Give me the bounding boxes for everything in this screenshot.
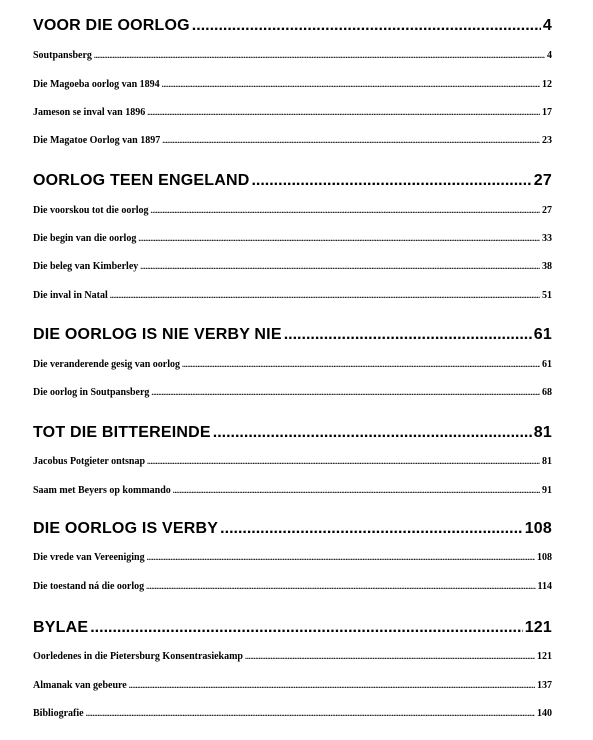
dot-leader	[192, 17, 541, 35]
toc-entry[interactable]	[33, 552, 552, 563]
toc-entry[interactable]	[33, 233, 552, 244]
toc-heading-title: DIE OORLOG IS VERBY	[33, 520, 219, 537]
dot-leader	[220, 520, 523, 538]
dot-leader	[173, 486, 540, 495]
toc-entry[interactable]	[33, 261, 552, 272]
toc-entry-page: 81	[542, 456, 552, 467]
toc-entry[interactable]	[33, 290, 552, 301]
dot-leader	[147, 108, 540, 117]
toc-entry[interactable]	[33, 651, 552, 662]
toc-entry-title: Bibliografie	[33, 708, 84, 719]
toc-entry-page: 27	[542, 205, 552, 216]
toc-entry[interactable]	[33, 135, 552, 146]
toc-entry[interactable]	[33, 50, 552, 61]
toc-entry-page: 12	[542, 79, 552, 90]
toc-heading-page: 81	[533, 424, 552, 441]
toc-entry-page: 91	[542, 485, 552, 496]
toc-heading[interactable]	[33, 424, 552, 442]
toc-heading-title: VOOR DIE OORLOG	[33, 17, 190, 34]
toc-entry[interactable]	[33, 107, 552, 118]
dot-leader	[162, 80, 540, 89]
dot-leader	[129, 681, 535, 690]
toc-entry-page: 17	[542, 107, 552, 118]
toc-heading-title: TOT DIE BITTEREINDE	[33, 424, 211, 441]
toc-entry-title: Die vrede van Vereeniging	[33, 552, 145, 563]
toc-entry-page: 68	[542, 387, 552, 398]
toc-entry-title: Die Magatoe Oorlog van 1897	[33, 135, 161, 146]
toc-entry[interactable]	[33, 79, 552, 90]
dot-leader	[162, 136, 540, 145]
dot-leader	[138, 234, 540, 243]
dot-leader	[151, 388, 540, 397]
toc-entry-title: Die veranderende gesig van oorlog	[33, 359, 181, 370]
toc-entry-page: 61	[542, 359, 552, 370]
toc-entry[interactable]	[33, 708, 552, 719]
toc-entry-title: Die Magoeba oorlog van 1894	[33, 79, 160, 90]
dot-leader	[90, 619, 522, 637]
toc-entry-title: Oorledenes in die Pietersburg Konsentrasiekamp	[33, 651, 243, 662]
toc-entry-title: Almanak van gebeure	[33, 680, 127, 691]
dot-leader	[147, 457, 540, 466]
toc-heading-page: 108	[524, 520, 552, 537]
toc-entry-page: 108	[537, 552, 552, 563]
toc-heading-title: DIE OORLOG IS NIE VERBY NIE	[33, 326, 282, 343]
toc-entry[interactable]	[33, 456, 552, 467]
toc-entry-page: 140	[537, 708, 552, 719]
toc-entry-title: Saam met Beyers op kommando	[33, 485, 171, 496]
toc-heading-page: 27	[533, 172, 552, 189]
dot-leader	[213, 424, 532, 442]
dot-leader	[251, 172, 531, 190]
toc-entry-title: Die beleg van Kimberley	[33, 261, 139, 272]
toc-heading-title: OORLOG TEEN ENGELAND	[33, 172, 250, 189]
dot-leader	[284, 326, 532, 344]
dot-leader	[86, 709, 535, 718]
toc-entry-title: Die inval in Natal	[33, 290, 108, 301]
toc-entry-title: Soutpansberg	[33, 50, 92, 61]
toc-entry[interactable]	[33, 205, 552, 216]
toc-entry-title: Die toestand ná die oorlog	[33, 581, 145, 592]
toc-entry[interactable]	[33, 359, 552, 370]
dot-leader	[147, 553, 535, 562]
toc-entry-title: Die voorskou tot die oorlog	[33, 205, 149, 216]
toc-heading-title: BYLAE	[33, 619, 89, 636]
dot-leader	[110, 291, 540, 300]
toc-heading[interactable]	[33, 520, 552, 538]
toc-entry-page: 23	[542, 135, 552, 146]
toc-entry-title: Jacobus Potgieter ontsnap	[33, 456, 146, 467]
toc-heading-page: 61	[533, 326, 552, 343]
toc-entry-page: 121	[537, 651, 552, 662]
toc-entry-page: 4	[547, 50, 552, 61]
toc-heading[interactable]	[33, 619, 552, 637]
dot-leader	[94, 51, 545, 60]
toc-entry-page: 114	[537, 581, 552, 592]
toc-heading-page: 4	[542, 17, 552, 34]
toc-entry[interactable]	[33, 680, 552, 691]
toc-entry-title: Jameson se inval van 1896	[33, 107, 146, 118]
toc-entry-title: Die oorlog in Soutpansberg	[33, 387, 150, 398]
toc-entry-page: 38	[542, 261, 552, 272]
toc-entry[interactable]	[33, 581, 552, 592]
toc-entry-title: Die begin van die oorlog	[33, 233, 137, 244]
dot-leader	[146, 582, 535, 591]
dot-leader	[245, 652, 535, 661]
toc-entry[interactable]	[33, 387, 552, 398]
toc-heading[interactable]	[33, 17, 552, 35]
dot-leader	[140, 262, 540, 271]
toc-entry-page: 51	[542, 290, 552, 301]
dot-leader	[151, 206, 540, 215]
dot-leader	[182, 360, 540, 369]
toc-entry[interactable]	[33, 485, 552, 496]
toc-entry-page: 33	[542, 233, 552, 244]
toc-heading[interactable]	[33, 326, 552, 344]
toc-entry-page: 137	[537, 680, 552, 691]
toc-heading[interactable]	[33, 172, 552, 190]
toc-heading-page: 121	[524, 619, 552, 636]
